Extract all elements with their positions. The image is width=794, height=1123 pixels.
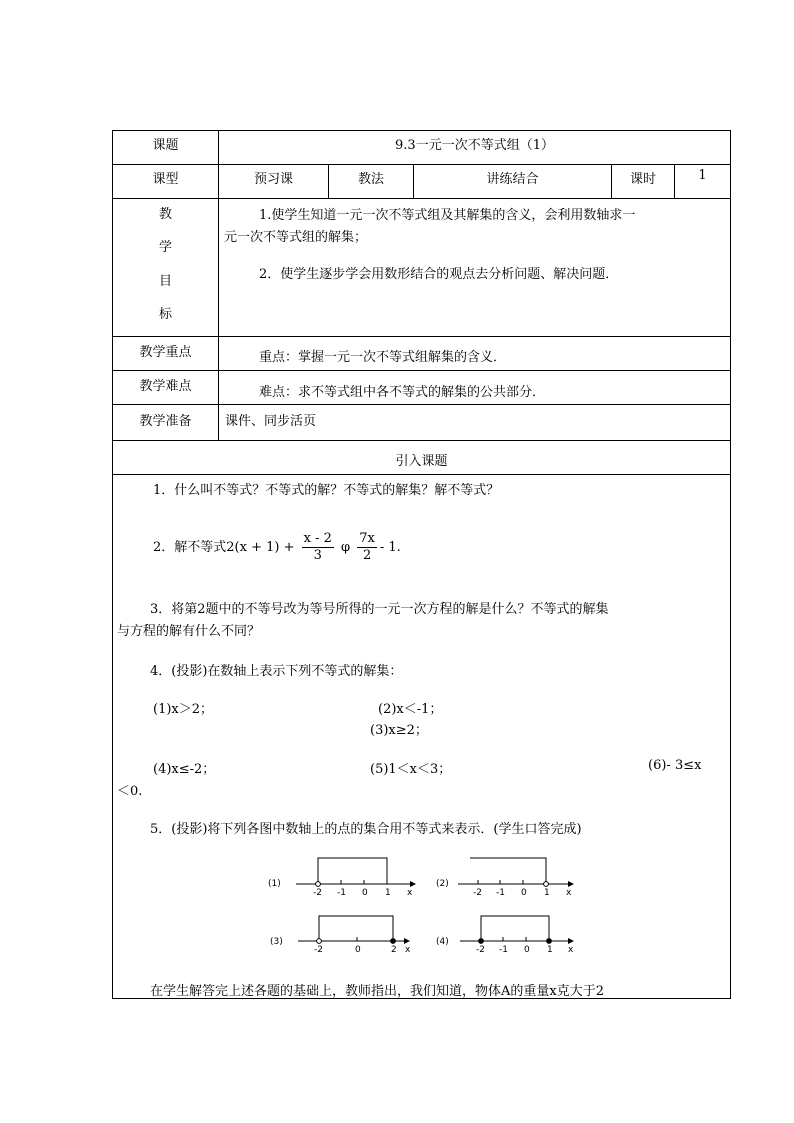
nl2-label: (2) [436,879,449,889]
question-1: 1．什么叫不等式？不等式的解？不等式的解集？解不等式？ [153,483,500,498]
method-value: 讲练结合 [486,172,539,187]
nl1-tick-2: 0 [362,888,368,898]
hours-value: 1 [698,168,707,183]
q2-tail: - 1. [379,540,401,555]
q2-num-1: x - 2 [303,531,332,546]
nl1-tick-0: -2 [313,888,322,898]
nl4-label: (4) [436,937,449,947]
q2-den-1: 3 [313,548,322,563]
question-5: 5．(投影)将下列各图中数轴上的点的集合用不等式来表示．(学生口答完成) [150,822,582,837]
nl3-axis: x [405,945,411,955]
question-2 [153,530,401,566]
key-point-label: 教学重点 [139,345,192,360]
goals-label-4: 标 [158,307,172,322]
nl1-tick-1: -1 [337,888,346,898]
nl4-tick-0: -2 [476,945,485,955]
q4-item-2: (2)x＜-1； [378,702,443,717]
nl2-tick-2: 0 [521,888,527,898]
q4-item-1: (1)x＞2； [153,702,214,717]
key-point-text: 重点：掌握一元一次不等式组解集的含义． [259,350,507,365]
preparation-label: 教学准备 [139,414,192,429]
topic-label: 课题 [152,138,179,153]
nl4-axis: x [568,945,574,955]
q4-item-3: (3)x≥2； [370,723,428,738]
type-value: 预习课 [253,172,293,187]
nl1-tick-3: 1 [385,888,391,898]
type-label: 课型 [152,172,179,187]
question-3-line-2: 与方程的解有什么不同？ [117,624,261,639]
number-line-4 [436,916,574,955]
goal-2: 2．使学生逐步学会用数形结合的观点去分析问题、解决问题． [259,267,619,282]
section-title: 引入课题 [395,454,448,469]
question-2-prefix: 2．解不等式 [153,540,227,555]
nl2-tick-3: 1 [544,888,550,898]
q4-item-4: (4)x≤-2； [153,762,216,777]
goals-label-3: 目 [158,274,172,289]
number-line-figures [262,850,582,960]
nl4-tick-1: -1 [499,945,508,955]
nl2-axis: x [566,888,572,898]
nl3-tick-2: 2 [391,945,397,955]
difficulty-label: 教学难点 [139,379,192,394]
nl2-tick-1: -1 [496,888,505,898]
q4-item-5: (5)1＜x＜3； [370,762,452,777]
nl2-tick-0: -2 [473,888,482,898]
number-line-2 [436,858,574,898]
goals-label-2: 学 [158,240,172,255]
q2-den-2: 2 [362,548,372,563]
q2-fraction-1 [302,531,334,564]
nl3-label: (3) [270,937,283,947]
q4-item-6-cont: ＜0. [117,784,143,799]
q2-fraction-2 [357,531,377,564]
question-4: 4．(投影)在数轴上表示下列不等式的解集： [150,664,403,679]
goal-1-line-1: 1.使学生知道一元一次不等式组及其解集的含义，会利用数轴求一 [259,208,636,223]
nl1-axis: x [407,888,413,898]
q4-item-6: (6)- 3≤x [648,758,702,773]
q2-left-expr: 2(x + 1) + [226,540,295,555]
goals-label-1: 教 [158,207,172,222]
goal-1-line-2: 元一次不等式组的解集； [224,230,368,245]
difficulty-text: 难点：求不等式组中各不等式的解集的公共部分． [259,385,546,400]
hours-label: 课时 [629,172,656,187]
q2-num-2: 7x [359,531,375,546]
nl4-tick-2: 0 [524,945,530,955]
topic-value: 9.3一元一次不等式组（1） [395,138,554,153]
last-line: 在学生解答完上述各题的基础上，教师指出，我们知道，物体A的重量x克大于2 [150,984,604,999]
q2-relation: φ [341,540,351,555]
nl1-label: (1) [268,879,281,889]
number-line-1 [268,858,416,898]
preparation-text: 课件、同步活页 [225,414,317,429]
method-label: 教法 [357,172,384,187]
nl3-tick-0: -2 [314,945,323,955]
question-3-line-1: 3．将第2题中的不等号改为等号所得的一元一次方程的解是什么？不等式的解集 [150,602,609,617]
nl4-tick-3: 1 [547,945,553,955]
number-line-3 [270,916,411,955]
nl3-tick-1: 0 [355,945,361,955]
